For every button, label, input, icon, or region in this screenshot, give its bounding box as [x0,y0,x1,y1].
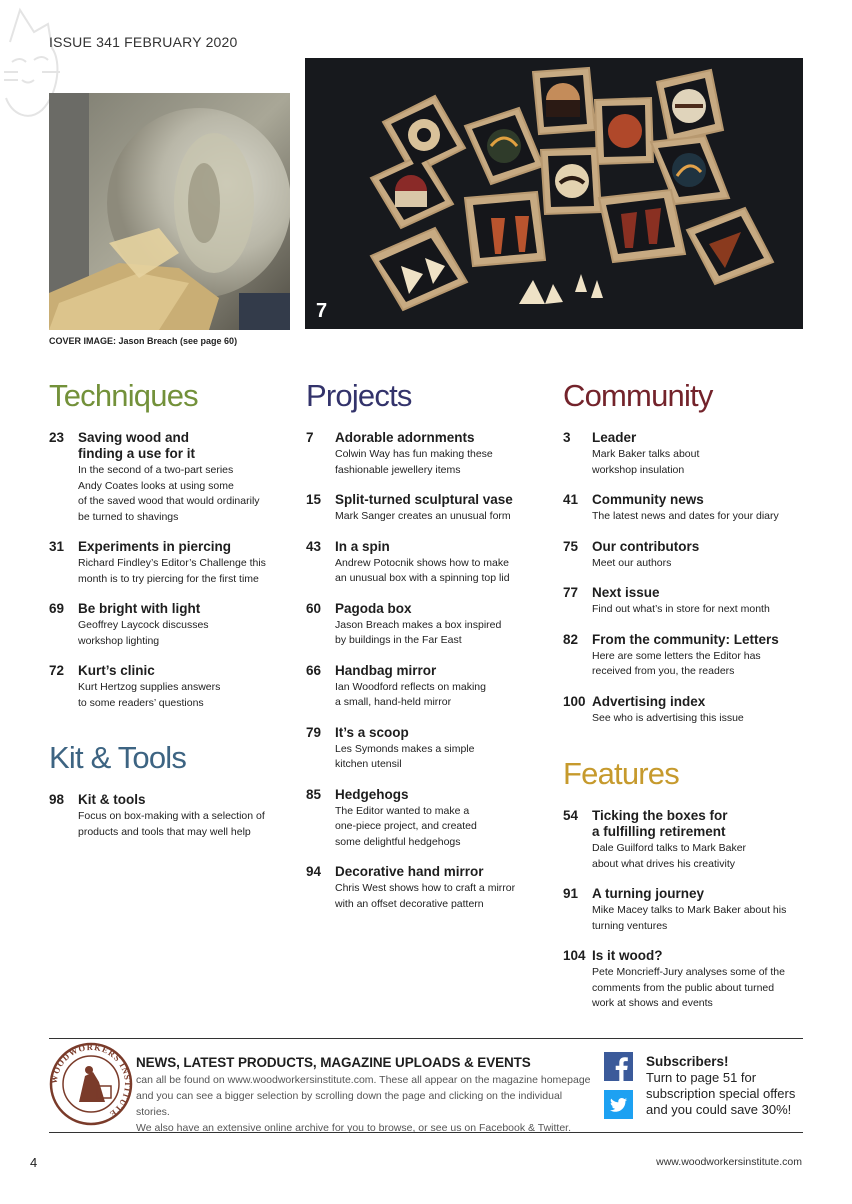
toc-description-line: Dale Guilford talks to Mark Baker [592,842,747,854]
toc-description-line: workshop lighting [78,634,160,647]
toc-title-line: Advertising index [592,693,706,709]
features-heading: Features [563,756,679,791]
toc-description-line: about what drives his creativity [592,857,735,870]
news-promo-line: and you can see a bigger selection by scrolling down the page and clicking on the individual stories. [136,1090,563,1118]
toc-article-title [335,539,556,555]
toc-page-number: 100 [563,693,586,709]
toc-description-line: Kurt Hertzog supplies answers [78,681,221,693]
subscribers-line: Turn to page 51 for [646,1070,757,1085]
toc-article-title [335,492,556,508]
community-list [563,430,813,726]
news-promo-line: We also have an extensive online archive for you to browse, or see us on Facebook & Twitter. [136,1122,572,1134]
toc-entry[interactable] [306,864,556,912]
toc-description-line: some delightful hedgehogs [335,835,461,848]
toc-page-number: 23 [49,430,65,445]
toc-entry[interactable] [306,601,556,649]
seal-ring-text: WOODWORKERS INSTITUTE [49,1042,133,1120]
kit-list [49,792,289,840]
toc-description-line: comments from the public about turned [592,981,775,994]
toc-page-number: 60 [306,600,322,616]
subscribers-title: Subscribers! [646,1054,729,1069]
toc-page-number: 31 [49,539,65,554]
jewellery-photo [305,58,803,329]
toc-title-line: Kurt’s clinic [78,663,155,678]
toc-article-description [78,618,289,649]
toc-article-title [335,430,556,446]
toc-article-title [335,787,556,803]
toc-description-line: Mark Baker talks about [592,448,700,460]
toc-article-title [592,430,813,446]
toc-entry[interactable] [306,539,556,587]
toc-title-line: Hedgehogs [335,786,409,802]
toc-article-description [335,509,556,525]
toc-title-line: Decorative hand mirror [335,864,484,879]
kit-tools-heading: Kit & Tools [49,740,187,775]
toc-article-title [592,632,813,648]
toc-title-line: Is it wood? [592,948,663,963]
toc-article-description [335,742,556,773]
toc-article-description [78,809,289,840]
toc-page-number: 41 [563,492,579,507]
toc-entry[interactable] [49,430,289,525]
toc-description-line: In the second of a two-part series [78,464,234,476]
toc-description-line: The latest news and dates for your diary [592,510,779,522]
toc-title-line: From the community: Letters [592,631,779,647]
toc-article-description [592,841,813,872]
community-column [563,378,813,740]
toc-article-title [78,663,289,679]
toc-page-number: 85 [306,786,322,802]
toc-description-line: Find out what’s in store for next month [592,603,770,615]
toc-description-line: an unusual box with a spinning top lid [335,572,510,584]
toc-article-title [78,792,289,808]
toc-title-line: Community news [592,492,704,507]
toc-article-description [78,680,289,711]
toc-description-line: be turned to shavings [78,510,179,523]
photo-page-reference: 7 [316,300,328,322]
toc-article-description [335,447,556,478]
toc-entry[interactable] [563,492,813,525]
techniques-heading: Techniques [49,378,198,413]
toc-entry[interactable] [306,663,556,711]
news-promo [136,1055,596,1136]
toc-title-line: Experiments in piercing [78,539,232,554]
toc-article-description [592,649,813,680]
toc-entry[interactable] [563,539,813,572]
toc-page-number: 7 [306,430,314,445]
toc-page-number: 72 [49,663,65,678]
toc-article-description [592,556,813,572]
toc-article-description [78,463,289,525]
toc-article-title [592,585,813,601]
toc-article-title [592,886,813,902]
news-promo-line: can all be found on www.woodworkersinstitute.com. These all appear on the magazine homepage [136,1074,591,1086]
toc-description-line: Chris West shows how to craft a mirror [335,882,516,894]
news-promo-body [136,1072,596,1136]
toc-page-number: 43 [306,538,322,554]
toc-description-line: Here are some letters the Editor has [592,649,761,662]
toc-description-line: The Editor wanted to make a [335,804,470,817]
toc-page-number: 77 [563,585,579,600]
toc-description-line: Andrew Potocnik shows how to make [335,556,509,569]
woodworkers-institute-seal [49,1042,133,1126]
page-number: 4 [30,1155,38,1170]
toc-description-line: one-piece project, and created [335,820,477,832]
features-column [563,756,813,1026]
toc-title-line: Be bright with light [78,601,201,616]
toc-title-line: Split-turned sculptural vase [335,492,513,507]
techniques-list [49,430,289,711]
toc-article-title [78,430,289,462]
toc-entry[interactable] [563,948,813,1012]
toc-article-title [78,539,289,555]
toc-article-description [592,903,813,934]
toc-description-line: Ian Woodford reflects on making [335,680,486,693]
toc-article-title [592,808,813,840]
toc-article-title [78,601,289,617]
toc-article-title [592,948,813,964]
toc-entry[interactable] [563,632,813,680]
toc-page-number: 75 [563,538,579,554]
toc-description-line: Mark Sanger creates an unusual form [335,510,511,522]
toc-page-number: 98 [49,792,65,807]
projects-list [306,430,556,912]
toc-page-number: 79 [306,724,322,740]
toc-page-number: 15 [306,492,322,507]
kit-column [49,740,289,854]
issue-line: ISSUE 341 FEBRUARY 2020 [49,34,238,50]
toc-page-number: 66 [306,662,322,678]
toc-title-line: finding a use for it [78,446,195,461]
toc-article-description [592,602,813,618]
toc-article-title [592,539,813,555]
community-heading: Community [563,378,713,413]
toc-description-line: Geoffrey Laycock discusses [78,619,209,631]
toc-entry[interactable] [563,430,813,478]
toc-description-line: turning ventures [592,919,668,932]
toc-title-line: Leader [592,430,637,445]
toc-description-line: Colwin Way has fun making these [335,448,493,460]
toc-entry[interactable] [49,601,289,649]
toc-description-line: by buildings in the Far East [335,634,462,646]
toc-description-line: a small, hand-held mirror [335,696,452,708]
toc-article-title [335,663,556,679]
toc-page-number: 104 [563,948,586,963]
toc-title-line: a fulfilling retirement [592,824,726,839]
toc-description-line: kitchen utensil [335,758,402,770]
toc-article-title [592,694,813,710]
toc-title-line: Handbag mirror [335,662,437,678]
subscribers-line: and you could save 30%! [646,1102,792,1117]
subscribers-body [646,1070,806,1118]
toc-title-line: Adorable adornments [335,430,475,445]
toc-title-line: Our contributors [592,538,700,554]
toc-entry[interactable] [563,585,813,618]
toc-article-title [335,601,556,617]
toc-page-number: 54 [563,808,579,823]
toc-article-title [335,864,556,880]
toc-article-description [335,680,556,711]
toc-entry[interactable] [306,725,556,773]
toc-entry[interactable] [306,430,556,478]
projects-heading: Projects [306,378,412,413]
website-url[interactable]: www.woodworkersinstitute.com [656,1156,802,1168]
toc-description-line: Andy Coates looks at using some [78,479,234,492]
toc-article-title [592,492,813,508]
toc-description-line: Mike Macey talks to Mark Baker about his [592,904,787,916]
toc-description-line: to some readers’ questions [78,696,204,709]
toc-description-line: Focus on box-making with a selection of [78,810,265,822]
toc-entry[interactable] [306,787,556,851]
toc-description-line: with an offset decorative pattern [335,897,484,910]
toc-title-line: A turning journey [592,886,704,901]
toc-description-line: Les Symonds makes a simple [335,742,475,755]
toc-description-line: received from you, the readers [592,665,735,677]
toc-description-line: products and tools that may well help [78,825,251,838]
toc-title-line: Pagoda box [335,600,412,616]
toc-article-title [335,725,556,741]
toc-description-line: of the saved wood that would ordinarily [78,495,260,507]
lathe-photo [49,93,290,330]
toc-title-line: It’s a scoop [335,724,409,740]
toc-entry[interactable] [49,539,289,587]
toc-article-description [592,447,813,478]
toc-article-description [335,881,556,912]
toc-entry[interactable] [49,663,289,711]
toc-description-line: Jason Breach makes a box inspired [335,618,502,631]
toc-page-number: 3 [563,430,571,445]
subscribers-line: subscription special offers [646,1086,796,1101]
toc-page-number: 91 [563,886,579,901]
footer-top-rule [49,1038,803,1039]
techniques-column [49,378,289,725]
toc-article-description [592,711,813,727]
toc-page-number: 94 [306,864,322,879]
toc-page-number: 82 [563,631,579,647]
facebook-icon[interactable] [604,1052,633,1081]
subscribers-promo [646,1054,806,1118]
toc-description-line: month is to try piercing for the first time [78,572,259,585]
twitter-icon[interactable] [604,1090,633,1119]
toc-title-line: In a spin [335,538,390,554]
cover-image-caption: COVER IMAGE: Jason Breach (see page 60) [49,336,238,346]
toc-article-description [335,618,556,649]
toc-article-description [78,556,289,587]
toc-title-line: Kit & tools [78,792,146,807]
toc-entry[interactable] [49,792,289,840]
toc-entry[interactable] [563,694,813,727]
toc-entry[interactable] [306,492,556,525]
toc-article-description [592,965,813,1012]
toc-description-line: See who is advertising this issue [592,711,744,724]
toc-title-line: Next issue [592,585,660,600]
toc-description-line: Meet our authors [592,556,672,569]
toc-description-line: fashionable jewellery items [335,463,461,476]
toc-description-line: workshop insulation [592,463,685,476]
features-list [563,808,813,1012]
news-promo-title: NEWS, LATEST PRODUCTS, MAGAZINE UPLOADS & EVENTS [136,1055,531,1070]
toc-article-description [335,556,556,587]
toc-description-line: Richard Findley’s Editor’s Challenge this [78,557,266,569]
toc-title-line: Saving wood and [78,430,190,445]
toc-article-description [592,509,813,525]
toc-page-number: 69 [49,601,65,616]
toc-entry[interactable] [563,808,813,872]
toc-description-line: work at shows and events [592,997,713,1009]
toc-article-description [335,804,556,851]
projects-column [306,378,556,926]
toc-title-line: Ticking the boxes for [592,808,728,823]
toc-description-line: Pete Moncrieff-Jury analyses some of the [592,966,785,978]
toc-entry[interactable] [563,886,813,934]
